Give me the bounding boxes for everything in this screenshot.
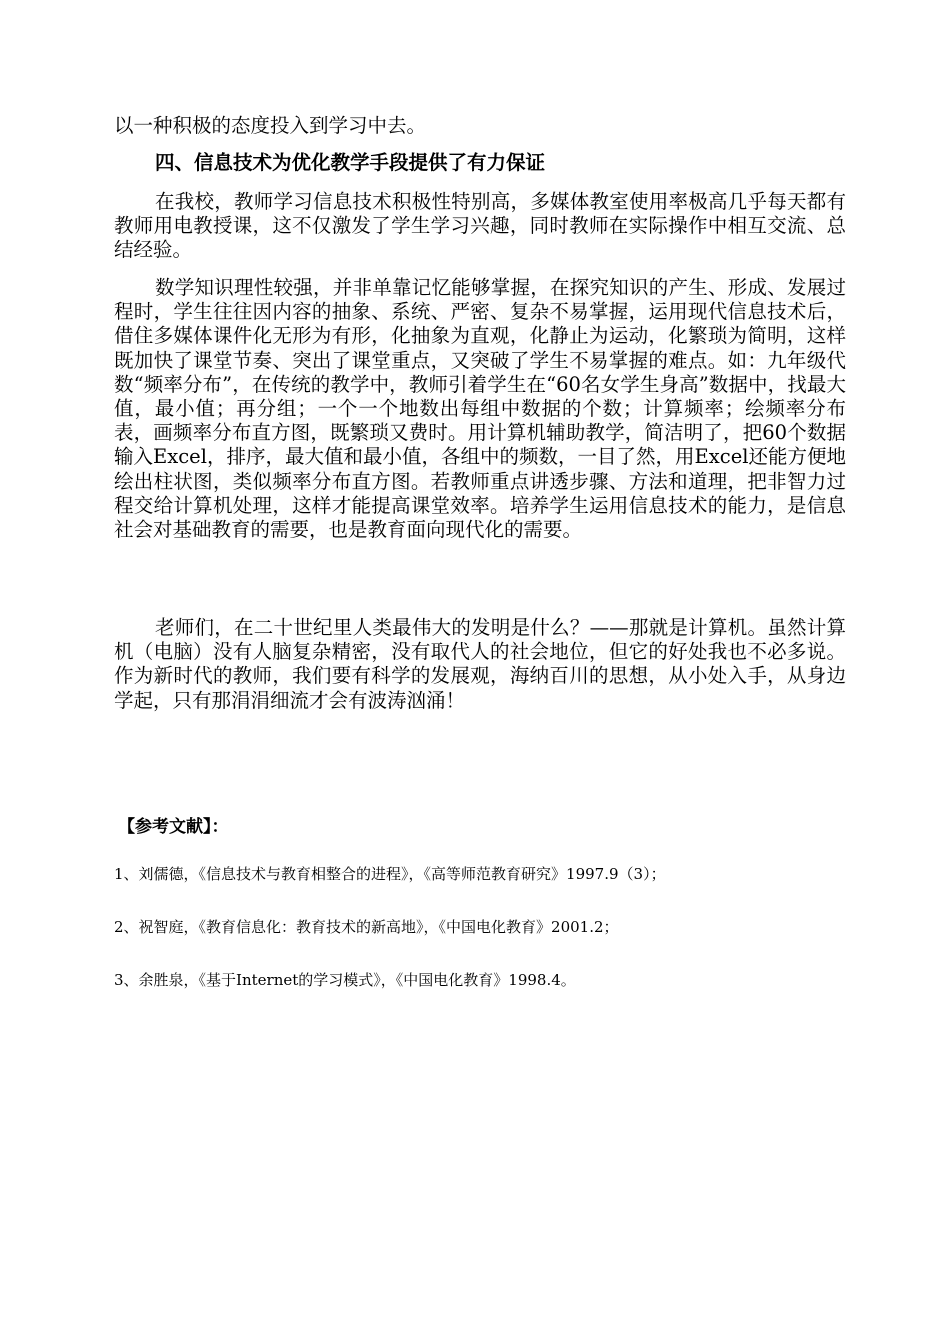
body-paragraph-3: 老师们，在二十世纪里人类最伟大的发明是什么？——那就是计算机。虽然计算机（电脑）没有人脑复杂精密，没有取代人的社会地位，但它的好处我也不必多说。作为新时代的教师，我们要有科学的发展观，海纳百川的思想，从小处入手，从身边学起，只有那涓涓细流才会有波涛汹涌！ [114, 616, 846, 712]
continuation-paragraph: 以一种积极的态度投入到学习中去。 [114, 114, 427, 137]
reference-item-1: 1、刘儒德，《信息技术与教育相整合的进程》，《高等师范教育研究》1997.9（3）； [114, 865, 666, 883]
body-paragraph-2: 数学知识理性较强，并非单靠记忆能够掌握，在探究知识的产生、形成、发展过程时，学生往往因内容的抽象、系统、严密、复杂不易掌握，运用现代信息技术后，借住多媒体课件化无形为有形，化抽象为直观，化静止为运动，化繁琐为简明，这样既加快了课堂节奏、突出了课堂重点，又突破了学生不易掌握的难点。如：九年级代数“频率分布”，在传统的教学中，教师引着学生在“60名女学生身高”数据中，找最大值，最小值；再分组；一个一个地数出每组中数据的个数；计算频率；绘频率分布表，画频率分布直方图，既繁琐又费时。用计算机辅助教学，简洁明了，把60个数据输入Excel，排序，最大值和最小值，各组中的频数，一目了然，用Excel还能方便地绘出柱状图，类似频率分布直方图。若教师重点讲透步骤、方法和道理，把非智力过程交给计算机处理，这样才能提高课堂效率。培养学生运用信息技术的能力，是信息社会对基础教育的需要，也是教育面向现代化的需要。 [114, 276, 846, 542]
reference-item-2: 2、祝智庭，《教育信息化：教育技术的新高地》，《中国电化教育》2001.2； [114, 918, 619, 936]
references-heading: 【参考文献】： [118, 817, 229, 837]
body-paragraph-1: 在我校，教师学习信息技术积极性特别高，多媒体教室使用率极高几乎每天都有教师用电教授课，这不仅激发了学生学习兴趣，同时教师在实际操作中相互交流、总结经验。 [114, 190, 846, 262]
section-heading: 四、信息技术为优化教学手段提供了有力保证 [155, 151, 546, 174]
reference-item-3: 3、余胜泉，《基于Internet的学习模式》，《中国电化教育》1998.4。 [114, 971, 576, 989]
